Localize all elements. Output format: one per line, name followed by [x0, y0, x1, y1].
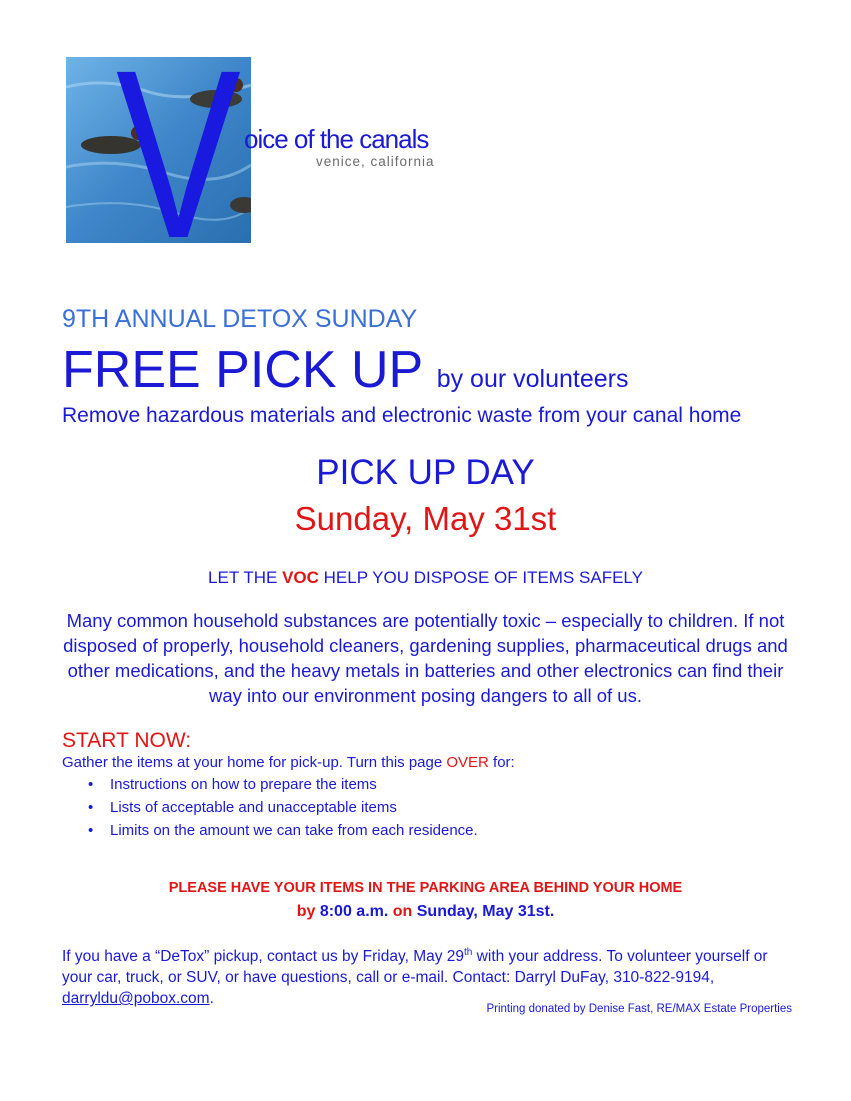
- let-after: HELP YOU DISPOSE OF ITEMS SAFELY: [318, 568, 643, 587]
- deadline-on: on: [388, 903, 417, 920]
- list-item: [88, 799, 478, 822]
- pickup-day-title: PICK UP DAY: [316, 453, 535, 492]
- gather-before: Gather the items at your home for pick-up. Turn this page: [62, 754, 447, 771]
- list-item-text: Lists of acceptable and unacceptable items: [110, 799, 397, 816]
- parking-area-notice: PLEASE HAVE YOUR ITEMS IN THE PARKING AREA BEHIND YOUR HOME: [168, 880, 683, 896]
- gather-instructions: [62, 754, 515, 771]
- list-item: [88, 822, 478, 845]
- toxic-substances-paragraph: Many common household substances are potentially toxic – especially to children. If not disposed of properly, household cleaners, gardening supplies, pharmaceutical drugs and other medications, and the heavy metals in batteries and other electronics can find their way into our environment posing dangers to all of us.: [63, 610, 788, 706]
- deadline-day: Sunday, May 31st.: [416, 903, 555, 920]
- printing-credit: Printing donated by Denise Fast, RE/MAX Estate Properties: [486, 1003, 792, 1015]
- free-pickup-heading: [62, 340, 628, 400]
- list-item: [88, 776, 478, 799]
- pickup-date: Sunday, May 31st: [294, 500, 557, 537]
- volunteers-text: by our volunteers: [436, 365, 629, 393]
- remove-subtitle: Remove hazardous materials and electronic waste from your canal home: [62, 404, 742, 427]
- contact-sup: th: [464, 947, 473, 958]
- free-pickup-text: FREE PICK UP: [62, 341, 423, 399]
- contact-end: .: [209, 990, 214, 1008]
- over-highlight: OVER: [446, 754, 489, 771]
- voc-highlight: VOC: [282, 568, 319, 587]
- let-before: LET THE: [208, 568, 283, 587]
- email-link[interactable]: darryldu@pobox.com: [62, 990, 210, 1008]
- bullet-icon: •: [88, 799, 94, 816]
- list-item-text: Limits on the amount we can take from each residence.: [110, 822, 478, 839]
- contact-paragraph: [62, 942, 792, 1009]
- logo-name: oice of the canals: [244, 124, 429, 154]
- logo-letter-v: V: [116, 20, 241, 288]
- annual-event-title: 9TH ANNUAL DETOX SUNDAY: [62, 305, 418, 333]
- bullet-icon: •: [88, 776, 94, 793]
- logo-place: venice, california: [316, 154, 435, 169]
- deadline-by: by: [296, 903, 320, 920]
- bullet-list: [88, 776, 478, 845]
- contact-part1: If you have a “DeTox” pickup, contact us by Friday, May 29: [62, 948, 465, 966]
- start-now-heading: START NOW:: [62, 729, 192, 752]
- list-item-text: Instructions on how to prepare the items: [110, 776, 377, 793]
- deadline-line: [0, 903, 851, 921]
- gather-after: for:: [488, 754, 515, 771]
- deadline-time: 8:00 a.m.: [319, 903, 389, 920]
- contact-part2: with your address. To volunteer yourself or your car, truck, or SUV, or have questions, call or e-mail. Contact: Darryl DuFay, 310-822-9194,: [62, 948, 768, 987]
- let-voc-help-line: [0, 568, 851, 588]
- bullet-icon: •: [88, 822, 94, 839]
